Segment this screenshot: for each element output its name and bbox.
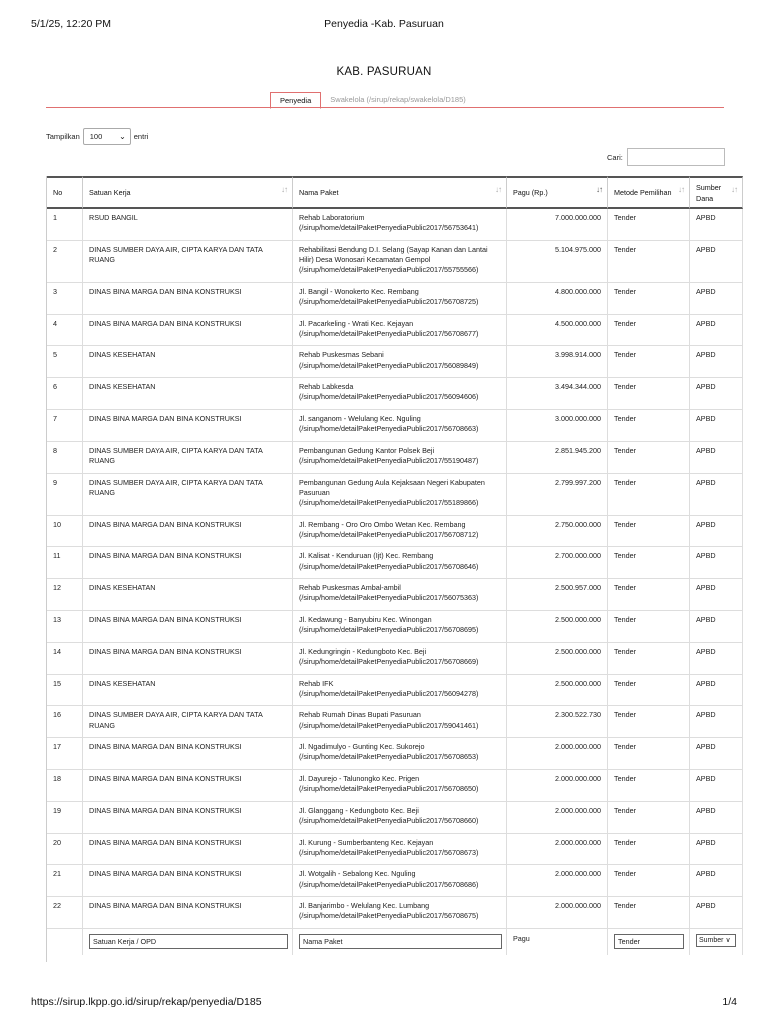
chevron-down-icon: ⌄ <box>119 132 126 141</box>
cell-no: 22 <box>47 897 83 929</box>
cell-nama-paket[interactable]: Jl. Rembang - Oro Oro Ombo Wetan Kec. Rembang (/sirup/home/detailPaketPenyediaPublic2017/56708712) <box>293 516 507 548</box>
cell-satuan-kerja: DINAS KESEHATAN <box>83 378 293 410</box>
cell-nama-paket[interactable]: Jl. Kedungringin - Kedungboto Kec. Beji (/sirup/home/detailPaketPenyediaPublic2017/56708669) <box>293 643 507 675</box>
filter-dana-select[interactable]: Sumber ∨ <box>696 934 736 947</box>
sort-icon: ↓↑ <box>495 185 501 194</box>
cell-nama-paket[interactable]: Rehab Labkesda (/sirup/home/detailPaketPenyediaPublic2017/56094606) <box>293 378 507 410</box>
tab-swakelola[interactable]: Swakelola (/sirup/rekap/swakelola/D185) <box>330 95 466 104</box>
cell-metode-pemilihan: Tender <box>608 706 690 738</box>
cell-pagu: 2.000.000.000 <box>507 738 608 770</box>
cell-pagu: 2.500.000.000 <box>507 643 608 675</box>
tab-penyedia[interactable]: Penyedia <box>270 92 321 109</box>
table-row <box>47 283 743 315</box>
cell-nama-paket[interactable]: Jl. sanganom - Welulang Kec. Nguling (/sirup/home/detailPaketPenyediaPublic2017/56708663) <box>293 410 507 442</box>
cell-sumber-dana: APBD <box>690 770 743 802</box>
cell-metode-pemilihan: Tender <box>608 770 690 802</box>
cell-satuan-kerja: DINAS SUMBER DAYA AIR, CIPTA KARYA DAN TATA RUANG <box>83 241 293 283</box>
cell-sumber-dana: APBD <box>690 865 743 897</box>
table-row <box>47 802 743 834</box>
column-header-no[interactable] <box>47 176 83 209</box>
table-row <box>47 865 743 897</box>
cell-no: 16 <box>47 706 83 738</box>
table-row <box>47 738 743 770</box>
cell-sumber-dana: APBD <box>690 547 743 579</box>
cell-pagu: 2.300.522.730 <box>507 706 608 738</box>
cell-metode-pemilihan: Tender <box>608 474 690 516</box>
cell-nama-paket[interactable]: Jl. Banjarimbo - Welulang Kec. Lumbang (/sirup/home/detailPaketPenyediaPublic2017/56708675) <box>293 897 507 929</box>
table-row <box>47 579 743 611</box>
filter-paket-input[interactable]: Nama Paket <box>299 934 502 949</box>
cell-sumber-dana: APBD <box>690 643 743 675</box>
sort-icon: ↓↑ <box>678 185 684 194</box>
filter-satker-input[interactable]: Satuan Kerja / OPD <box>89 934 288 949</box>
results-table <box>47 176 743 955</box>
cell-sumber-dana: APBD <box>690 209 743 241</box>
filter-cell-empty <box>47 929 83 955</box>
cell-sumber-dana: APBD <box>690 442 743 474</box>
table-row <box>47 442 743 474</box>
cell-satuan-kerja: DINAS KESEHATAN <box>83 346 293 378</box>
cell-metode-pemilihan: Tender <box>608 209 690 241</box>
table-row <box>47 643 743 675</box>
cell-pagu: 3.000.000.000 <box>507 410 608 442</box>
cell-sumber-dana: APBD <box>690 346 743 378</box>
cell-metode-pemilihan: Tender <box>608 547 690 579</box>
column-header-label: Satuan Kerja <box>89 188 131 197</box>
cell-pagu: 4.500.000.000 <box>507 315 608 347</box>
table-row <box>47 346 743 378</box>
cell-nama-paket[interactable]: Rehab Puskesmas Sebani (/sirup/home/detailPaketPenyediaPublic2017/56089849) <box>293 346 507 378</box>
cell-satuan-kerja: DINAS BINA MARGA DAN BINA KONSTRUKSI <box>83 611 293 643</box>
cell-no: 9 <box>47 474 83 516</box>
table-header-row <box>47 176 743 209</box>
cell-satuan-kerja: DINAS BINA MARGA DAN BINA KONSTRUKSI <box>83 410 293 442</box>
cell-sumber-dana: APBD <box>690 897 743 929</box>
cell-metode-pemilihan: Tender <box>608 378 690 410</box>
cell-sumber-dana: APBD <box>690 611 743 643</box>
cell-pagu: 2.000.000.000 <box>507 834 608 866</box>
cell-sumber-dana: APBD <box>690 315 743 347</box>
print-footer <box>0 994 768 1010</box>
column-header-label: Metode Pemilihan <box>614 188 672 197</box>
filter-cell-dana <box>690 929 743 955</box>
cell-metode-pemilihan: Tender <box>608 579 690 611</box>
cell-nama-paket[interactable]: Rehab Rumah Dinas Bupati Pasuruan (/sirup/home/detailPaketPenyediaPublic2017/59041461) <box>293 706 507 738</box>
cell-metode-pemilihan: Tender <box>608 802 690 834</box>
cell-pagu: 3.998.914.000 <box>507 346 608 378</box>
cell-no: 21 <box>47 865 83 897</box>
cell-nama-paket[interactable]: Rehab IFK (/sirup/home/detailPaketPenyediaPublic2017/56094278) <box>293 675 507 707</box>
cell-metode-pemilihan: Tender <box>608 897 690 929</box>
table-row <box>47 410 743 442</box>
cell-nama-paket[interactable]: Jl. Ngadimulyo - Gunting Kec. Sukorejo (/sirup/home/detailPaketPenyediaPublic2017/56708653) <box>293 738 507 770</box>
table-filter-row <box>47 929 743 955</box>
sort-desc-icon: ↓↑ <box>596 185 602 194</box>
cell-nama-paket[interactable]: Rehab Laboratorium (/sirup/home/detailPaketPenyediaPublic2017/56753641) <box>293 209 507 241</box>
cell-no: 1 <box>47 209 83 241</box>
table-row <box>47 315 743 347</box>
column-header-label: Sumber Dana <box>696 182 722 203</box>
length-suffix-label: entri <box>133 132 149 141</box>
length-control <box>46 128 148 145</box>
cell-no: 11 <box>47 547 83 579</box>
results-table-container <box>46 176 737 962</box>
cell-satuan-kerja: DINAS BINA MARGA DAN BINA KONSTRUKSI <box>83 547 293 579</box>
cell-satuan-kerja: DINAS BINA MARGA DAN BINA KONSTRUKSI <box>83 315 293 347</box>
print-page-number: 1/4 <box>722 996 737 1008</box>
cell-satuan-kerja: DINAS BINA MARGA DAN BINA KONSTRUKSI <box>83 897 293 929</box>
search-label: Cari: <box>607 152 623 162</box>
cell-nama-paket[interactable]: Pembangunan Gedung Kantor Polsek Beji (/sirup/home/detailPaketPenyediaPublic2017/55190487) <box>293 442 507 474</box>
column-header-pagu[interactable] <box>507 176 608 209</box>
cell-sumber-dana: APBD <box>690 834 743 866</box>
cell-metode-pemilihan: Tender <box>608 834 690 866</box>
cell-no: 4 <box>47 315 83 347</box>
cell-satuan-kerja: DINAS BINA MARGA DAN BINA KONSTRUKSI <box>83 770 293 802</box>
table-row <box>47 547 743 579</box>
print-header <box>0 16 768 32</box>
cell-metode-pemilihan: Tender <box>608 516 690 548</box>
cell-pagu: 2.500.000.000 <box>507 611 608 643</box>
cell-sumber-dana: APBD <box>690 378 743 410</box>
page-length-select[interactable] <box>83 128 131 145</box>
cell-satuan-kerja: DINAS BINA MARGA DAN BINA KONSTRUKSI <box>83 834 293 866</box>
cell-pagu: 2.500.957.000 <box>507 579 608 611</box>
table-row <box>47 241 743 283</box>
page-title: KAB. PASURUAN <box>336 66 432 78</box>
cell-no: 7 <box>47 410 83 442</box>
cell-satuan-kerja: DINAS SUMBER DAYA AIR, CIPTA KARYA DAN TATA RUANG <box>83 442 293 474</box>
search-control <box>607 148 725 166</box>
cell-metode-pemilihan: Tender <box>608 346 690 378</box>
cell-no: 12 <box>47 579 83 611</box>
filter-cell-satker <box>83 929 293 955</box>
table-row <box>47 209 743 241</box>
cell-no: 8 <box>47 442 83 474</box>
cell-nama-paket[interactable]: Rehab Puskesmas Ambal-ambil (/sirup/home/detailPaketPenyediaPublic2017/56075363) <box>293 579 507 611</box>
cell-sumber-dana: APBD <box>690 706 743 738</box>
cell-nama-paket[interactable]: Jl. Kedawung - Banyubiru Kec. Winongan (/sirup/home/detailPaketPenyediaPublic2017/56708695) <box>293 611 507 643</box>
table-row <box>47 675 743 707</box>
table-row <box>47 516 743 548</box>
cell-pagu: 2.000.000.000 <box>507 865 608 897</box>
table-row <box>47 474 743 516</box>
cell-sumber-dana: APBD <box>690 579 743 611</box>
table-row <box>47 770 743 802</box>
cell-metode-pemilihan: Tender <box>608 241 690 283</box>
cell-sumber-dana: APBD <box>690 410 743 442</box>
cell-metode-pemilihan: Tender <box>608 315 690 347</box>
column-header-label: Nama Paket <box>299 188 339 197</box>
column-header-nama-paket[interactable] <box>293 176 507 209</box>
cell-satuan-kerja: DINAS BINA MARGA DAN BINA KONSTRUKSI <box>83 643 293 675</box>
cell-sumber-dana: APBD <box>690 802 743 834</box>
cell-pagu: 4.800.000.000 <box>507 283 608 315</box>
sort-icon: ↓↑ <box>281 185 287 194</box>
cell-sumber-dana: APBD <box>690 241 743 283</box>
cell-nama-paket[interactable]: Jl. Bangil - Wonokerto Kec. Rembang (/sirup/home/detailPaketPenyediaPublic2017/56708725) <box>293 283 507 315</box>
cell-satuan-kerja: DINAS KESEHATAN <box>83 675 293 707</box>
tab-divider <box>46 107 724 108</box>
filter-cell-metode <box>608 929 690 955</box>
cell-nama-paket[interactable]: Pembangunan Gedung Aula Kejaksaan Negeri Kabupaten Pasuruan (/sirup/home/detailPaketPenyediaPublic2017/55189866) <box>293 474 507 516</box>
cell-pagu: 2.700.000.000 <box>507 547 608 579</box>
cell-nama-paket[interactable]: Jl. Pacarkeling - Wrati Kec. Kejayan (/sirup/home/detailPaketPenyediaPublic2017/56708677) <box>293 315 507 347</box>
cell-pagu: 5.104.975.000 <box>507 241 608 283</box>
cell-no: 14 <box>47 643 83 675</box>
cell-no: 5 <box>47 346 83 378</box>
page-length-value: 100 <box>89 132 103 141</box>
cell-pagu: 2.500.000.000 <box>507 675 608 707</box>
cell-nama-paket[interactable]: Jl. Wotgalih - Sebalong Kec. Nguling (/sirup/home/detailPaketPenyediaPublic2017/56708686) <box>293 865 507 897</box>
cell-no: 10 <box>47 516 83 548</box>
cell-metode-pemilihan: Tender <box>608 442 690 474</box>
cell-no: 13 <box>47 611 83 643</box>
cell-metode-pemilihan: Tender <box>608 283 690 315</box>
cell-pagu: 2.000.000.000 <box>507 770 608 802</box>
column-header-sumber-dana[interactable] <box>690 176 743 209</box>
table-row <box>47 897 743 929</box>
table-row <box>47 706 743 738</box>
cell-pagu: 2.851.945.200 <box>507 442 608 474</box>
filter-metode-input[interactable]: Tender <box>614 934 684 949</box>
cell-satuan-kerja: DINAS BINA MARGA DAN BINA KONSTRUKSI <box>83 516 293 548</box>
table-row <box>47 834 743 866</box>
cell-pagu: 2.799.997.200 <box>507 474 608 516</box>
cell-nama-paket[interactable]: Rehabilitasi Bendung D.I. Selang (Sayap Kanan dan Lantai Hilir) Desa Wonosari Kecamatan Gempol (/sirup/home/detailPaketPenyediaPublic2017/55755566) <box>293 241 507 283</box>
cell-satuan-kerja: RSUD BANGIL <box>83 209 293 241</box>
cell-no: 20 <box>47 834 83 866</box>
cell-nama-paket[interactable]: Jl. Dayurejo - Talunongko Kec. Prigen (/sirup/home/detailPaketPenyediaPublic2017/56708650) <box>293 770 507 802</box>
cell-nama-paket[interactable]: Jl. Kurung - Sumberbanteng Kec. Kejayan (/sirup/home/detailPaketPenyediaPublic2017/56708673) <box>293 834 507 866</box>
column-header-label: No <box>53 188 63 197</box>
cell-pagu: 2.000.000.000 <box>507 897 608 929</box>
cell-no: 15 <box>47 675 83 707</box>
search-input[interactable] <box>627 148 725 166</box>
cell-metode-pemilihan: Tender <box>608 643 690 675</box>
cell-pagu: 2.750.000.000 <box>507 516 608 548</box>
filter-pagu-label: Pagu <box>513 933 530 943</box>
cell-sumber-dana: APBD <box>690 675 743 707</box>
column-header-label: Pagu (Rp.) <box>513 188 548 197</box>
table-body <box>47 209 743 929</box>
cell-pagu: 7.000.000.000 <box>507 209 608 241</box>
cell-satuan-kerja: DINAS BINA MARGA DAN BINA KONSTRUKSI <box>83 802 293 834</box>
cell-no: 2 <box>47 241 83 283</box>
cell-nama-paket[interactable]: Jl. Glanggang - Kedungboto Kec. Beji (/sirup/home/detailPaketPenyediaPublic2017/56708660) <box>293 802 507 834</box>
print-datetime: 5/1/25, 12:20 PM <box>31 18 111 30</box>
sort-icon: ↓↑ <box>731 185 737 194</box>
print-url: https://sirup.lkpp.go.id/sirup/rekap/penyedia/D185 <box>31 996 262 1008</box>
cell-sumber-dana: APBD <box>690 738 743 770</box>
cell-satuan-kerja: DINAS SUMBER DAYA AIR, CIPTA KARYA DAN TATA RUANG <box>83 474 293 516</box>
cell-satuan-kerja: DINAS BINA MARGA DAN BINA KONSTRUKSI <box>83 865 293 897</box>
cell-satuan-kerja: DINAS SUMBER DAYA AIR, CIPTA KARYA DAN TATA RUANG <box>83 706 293 738</box>
cell-no: 19 <box>47 802 83 834</box>
column-header-satuan-kerja[interactable] <box>83 176 293 209</box>
filter-cell-paket <box>293 929 507 955</box>
cell-no: 17 <box>47 738 83 770</box>
cell-sumber-dana: APBD <box>690 474 743 516</box>
cell-satuan-kerja: DINAS BINA MARGA DAN BINA KONSTRUKSI <box>83 738 293 770</box>
cell-no: 3 <box>47 283 83 315</box>
cell-nama-paket[interactable]: Jl. Kalisat - Kenduruan (Ijt) Kec. Rembang (/sirup/home/detailPaketPenyediaPublic2017/56708646) <box>293 547 507 579</box>
cell-pagu: 3.494.344.000 <box>507 378 608 410</box>
cell-sumber-dana: APBD <box>690 283 743 315</box>
length-prefix-label: Tampilkan <box>46 132 80 141</box>
cell-sumber-dana: APBD <box>690 516 743 548</box>
cell-metode-pemilihan: Tender <box>608 611 690 643</box>
table-row <box>47 611 743 643</box>
column-header-metode-pemilihan[interactable] <box>608 176 690 209</box>
filter-cell-pagu <box>507 929 608 955</box>
cell-pagu: 2.000.000.000 <box>507 802 608 834</box>
cell-metode-pemilihan: Tender <box>608 738 690 770</box>
cell-satuan-kerja: DINAS KESEHATAN <box>83 579 293 611</box>
print-title: Penyedia -Kab. Pasuruan <box>324 18 444 30</box>
cell-metode-pemilihan: Tender <box>608 865 690 897</box>
cell-no: 6 <box>47 378 83 410</box>
cell-metode-pemilihan: Tender <box>608 410 690 442</box>
cell-metode-pemilihan: Tender <box>608 675 690 707</box>
cell-no: 18 <box>47 770 83 802</box>
cell-satuan-kerja: DINAS BINA MARGA DAN BINA KONSTRUKSI <box>83 283 293 315</box>
table-row <box>47 378 743 410</box>
